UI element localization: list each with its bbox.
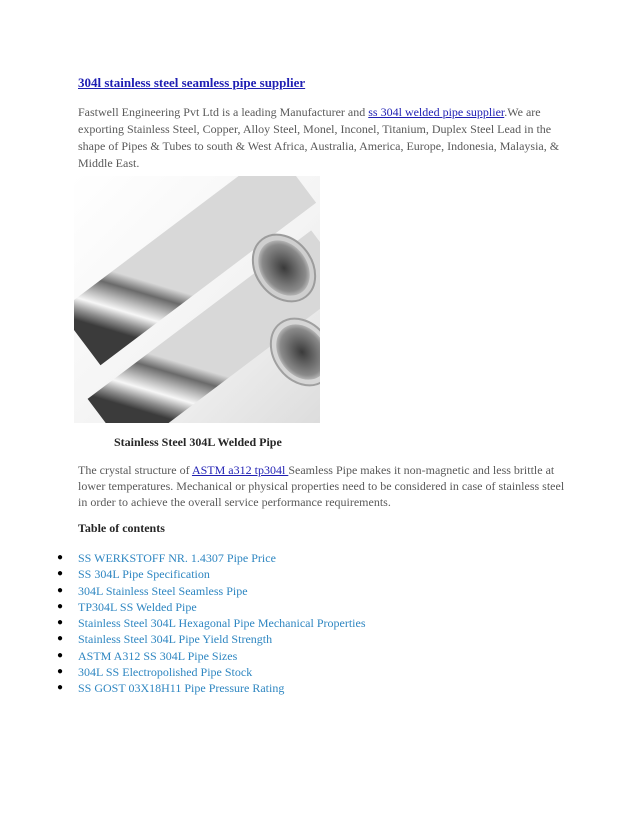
toc-link-hexagonal-pipe[interactable]: Stainless Steel 304L Hexagonal Pipe Mechanical Properties xyxy=(78,616,366,631)
toc-link-yield-strength[interactable]: Stainless Steel 304L Pipe Yield Strength xyxy=(78,632,273,647)
toc-link-werkstoff-price[interactable]: SS WERKSTOFF NR. 1.4307 Pipe Price xyxy=(78,551,276,565)
bullet-icon: ● xyxy=(57,552,64,563)
toc-link-electropolished-stock[interactable]: 304L SS Electropolished Pipe Stock xyxy=(78,665,253,680)
bullet-icon: ● xyxy=(57,682,64,694)
toc-heading: Table of contents xyxy=(78,521,165,535)
intro-text-end: .We are exporting Stainless Steel, Copper, Alloy Steel, Monel, Inconel, Titanium, Duplex Steel Lead in the shape of Pipes & Tubes to south & West Africa, Australia, America, Europe, Indonesia, Malaysia, & Middle East. xyxy=(78,105,560,170)
bullet-icon: ● xyxy=(57,633,64,645)
bullet-icon: ● xyxy=(57,600,64,612)
stainless-pipes-image xyxy=(74,176,326,423)
image-caption: Stainless Steel 304L Welded Pipe xyxy=(114,435,282,449)
para2-text-start: The crystal structure of xyxy=(78,463,192,477)
bullet-icon: ● xyxy=(57,617,64,629)
article-title-link[interactable]: 304l stainless steel seamless pipe supplier xyxy=(78,75,306,90)
toc-link-pipe-sizes[interactable]: ASTM A312 SS 304L Pipe Sizes xyxy=(78,648,238,663)
bullet-icon: ● xyxy=(57,666,64,678)
toc-link-welded-pipe[interactable]: TP304L SS Welded Pipe xyxy=(78,599,197,614)
intro-text-start: Fastwell Engineering Pvt Ltd is a leading Manufacturer and xyxy=(78,105,369,119)
para2-text-end: Seamless Pipe makes it non-magnetic and less brittle at lower temperatures. Mechanical or physical properties need to be considered in case of stainless steel in order to achieve the overall service performance requirements. xyxy=(78,463,565,509)
bullet-icon: ● xyxy=(57,568,64,580)
structure-paragraph xyxy=(78,462,566,510)
bullet-icon: ● xyxy=(57,584,64,596)
intro-paragraph xyxy=(78,104,566,172)
astm-a312-tp304l-link[interactable]: ASTM a312 tp304l xyxy=(191,463,289,477)
toc-link-seamless-pipe[interactable]: 304L Stainless Steel Seamless Pipe xyxy=(78,583,248,598)
toc-link-pressure-rating[interactable]: SS GOST 03X18H11 Pipe Pressure Rating xyxy=(78,681,285,696)
ss-304l-welded-pipe-supplier-link[interactable]: ss 304l welded pipe supplier xyxy=(368,105,505,119)
bullet-icon: ● xyxy=(57,649,64,661)
toc-link-pipe-specification[interactable]: SS 304L Pipe Specification xyxy=(78,567,210,582)
